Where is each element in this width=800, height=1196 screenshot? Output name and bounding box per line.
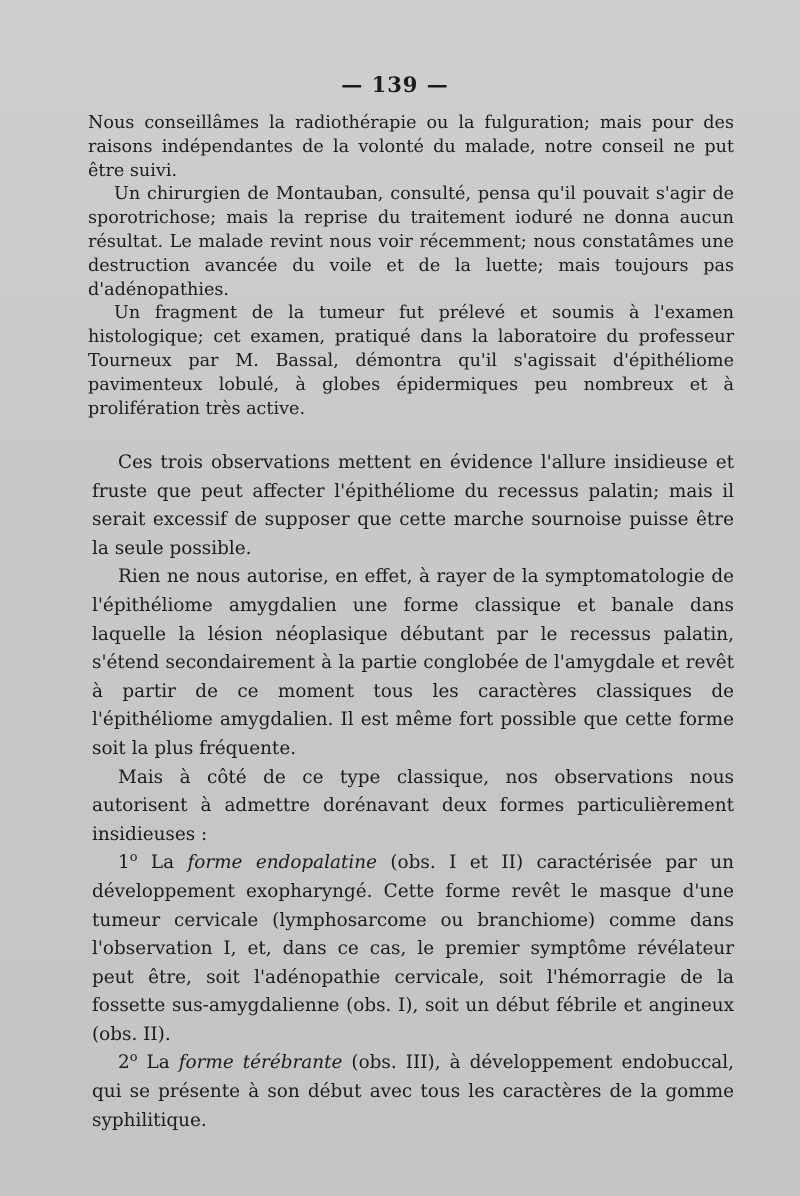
text-block-bottom — [92, 449, 734, 1135]
term-terebrante: forme térébrante — [178, 1052, 343, 1074]
paragraph: Rien ne nous autorise, en effet, à rayer de la symptomatologie de l'épithéliome amygdalien une forme classique et banale dans laquelle la lésion néoplasique débutant par le recessus palatin, s'étend secondairement à la partie conglobée de l'amygdale et revêt à partir de ce moment tous les caractères classiques de l'épithéliome amygdalien. Il est même fort possible que cette forme soit la plus fréquente. — [92, 566, 734, 759]
paragraph: Mais à côté de ce type classique, nos observations nous autorisent à admettre dorénavant deux formes particulièrement insidieuses : — [92, 766, 734, 845]
list-item-endopalatine: 1$^o$ La forme endopalatine (obs. I et II) caractérisée par un développement exopharyngé. Cette forme revêt le masque d'une tumeur cervicale (lymphosarcome ou branchiome) comme dans l'observation I, et, dans ce cas, le premier symptôme révélateur peut être, soit l'adénopathie cervicale, soit l'hémorragie de la fossette sus-amygdalienne (obs. I), soit un début fébrile et angineux (obs. II). — [92, 850, 734, 1045]
term-endopalatine: forme endopalatine — [187, 852, 377, 874]
paragraph: Un chirurgien de Montauban, consulté, pensa qu'il pouvait s'agir de sporotrichose; mais la reprise du traitement ioduré ne donna aucun résultat. Le malade revint nous voir récemment; nous constatâmes une destruction avancée du voile et de la luette; mais toujours pas d'adénopathies. — [88, 184, 734, 300]
paragraph: Nous conseillâmes la radiothérapie ou la fulguration; mais pour des raisons indépendantes de la volonté du malade, notre conseil ne put être suivi. — [88, 113, 734, 181]
text-block-top — [88, 112, 734, 421]
list-item-terebrante: 2$^o$ La forme térébrante (obs. III), à développement endobuccal, qui se présente à son début avec tous les caractères de la gomme syphilitique. — [92, 1050, 735, 1131]
page-number: — 139 — — [341, 72, 449, 97]
paragraph: Un fragment de la tumeur fut prélevé et soumis à l'examen histologique; cet examen, pratiqué dans la laboratoire du professeur Tourneux par M. Bassal, démontra qu'il s'agissait d'épithéliome pavimenteux lobulé, à globes épidermiques peu nombreux et à prolifération très active. — [88, 303, 734, 419]
paragraph: Ces trois observations mettent en évidence l'allure insidieuse et fruste que peut affecter l'épithéliome du recessus palatin; mais il serait excessif de supposer que cette marche sournoise puisse être la seule possible. — [92, 452, 734, 559]
